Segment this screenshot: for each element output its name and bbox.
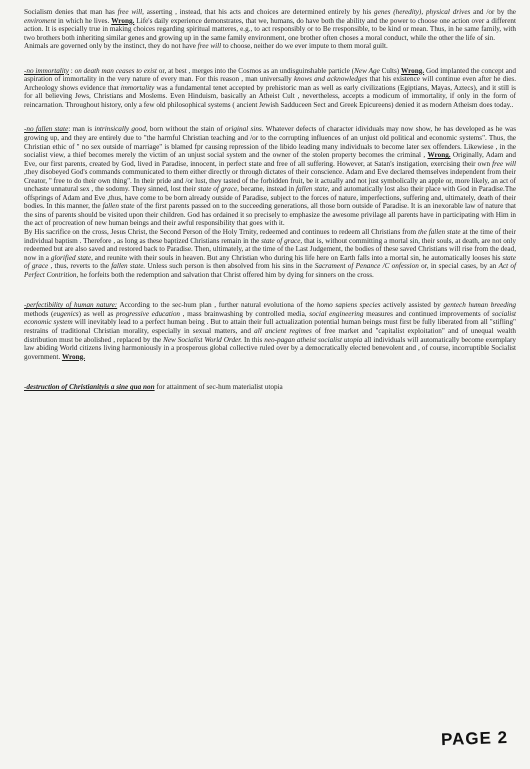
page-number-handwritten: PAGE 2 bbox=[440, 727, 509, 750]
closing-heading: -destruction of Christianityis a sine qua non bbox=[24, 383, 155, 392]
paragraph-text: Animals are governed only by the instinct, they do not have free will to choose, neither do we ever impute to them moral guilt. bbox=[24, 42, 388, 51]
paragraph-text: -no fallen state: man is intrinsically good, born without the stain of original sins. Whatever defects of character idividuals may now show, he has developed as he was growing up, and they are entirely due to "the harmful Christian teaching and /or to the corrupting influences of an unjust old political and economic systems". Thus, the Christian ethic of " no sex outside of marriage" is blamed fpr causing repression of the libido leading many individuals to become later sex offenders. Likewiese , in the socialist view, a thief becomes merely the victim of an unjust social system and the owner of the stolen property becomes the criminal , Wrong. Originally, Adam and Eve, our first parents, created by God, lived in Paradise, innocent, in perfect state and free of all suffering. However, at Satan's instigation, exercising their own free will ,they disobeyed God's commands communicated to them either directly or through dictates of their conscience. Adam and Eve declared themselves independent from their Creator, " free to do their own thing". In their pride and /or lust, they tasted of the forbidden fruit, be it actually and not just symbolically an apple or, more likely, an act of unchaste unnatural sex , the sodomy. They sinned, lost their state of grace, became, instead in fallen state, and automatically lost also their place with God in Paradise.The offsprings of Adam and Eve ,thus, have come to be born already outside of Paradise, subject to the forces of nature, imperfections, suffering and, ultimately, death of their bodies. In this manner, the fallen state of the first parents passed on to the succeeding generations, all those born outside of Paradise. It is an inexorable law of nature that the sins of parents should be visited upon their children. God has ordained it so precisely to emphasize the awesome privilage all parents have in participating with Him in the act of procreation of new human beings and their awful responsibility that goes with it. bbox=[24, 125, 517, 228]
wrong-label: Wrong. bbox=[111, 16, 135, 25]
paragraph-text: -no immortality : on death man ceases to exist or, at best , merges into the Cosmos as an undisguinshable particle (New Age Cults) Wrong. God implanted the concept and aspiration of immortality in the very nature of every man. For this reason , man universally knows and acknowledges that his existence will continue even after he dies. Archeology shows evidence that immortality was a fundamental tenet accepted by prehistoric man as well as early civilizations (Egiptians, Mayas, Aztecs), and it still is for all believing Jews, Christians and Moslems. Even Hinduism, basically an Atheist Cult , nevertheless, accepts a modicum of immortality, if only in the form of reincarnation. Throughout history, only a few old philosophical systems ( ancient Jewish Sadduceen Sect and Greek Epicureens) denied it as modern Atheism does today.. bbox=[24, 66, 516, 109]
paragraph-text: -perfectibility of human nature: According to the sec-hum plan , further natural evolutiona of the homo sapiens species actively assisted by gentech human breeding methods (eugenics) as well as progressive education , mass brainwashing by controlled media, social engineering measures and continued improvements of socialist economic system will inevitably lead to a perfect human being . But to attain their full actualization potential human beings must first be fully liberated from all "stifling" restrains of traditional Christian morality, especially in sexual matters, and all ancient regimes of free market and "capitalist exploitation" and of unequal wealth distribution must be abolished , replaced by the New Socialist World Order. In this neo-pagan atheist socialist utopia all individuals will automatically become exemplary law abiding World citizens living harmoniously in a prosperous global collective ruled over by a democratically elected benevolent and , of course, incorruptible Socialist government. Wrong. bbox=[24, 301, 517, 361]
wrong-label: Wrong. bbox=[427, 151, 451, 160]
wrong-label: Wrong. bbox=[61, 352, 86, 361]
section-heading: -no immortality bbox=[24, 66, 69, 75]
closing-text: for attainment of sec-hum materialist utopia bbox=[154, 383, 283, 392]
paragraph-text: Socialism denies that man has free will, asserting , instead, that his acts and choices are determined entirely by his genes (heredity), physical drives and /or by the enviroment in which he lives. Wrong. Life's daily experience demonstrates, that we, humans, do have both the ability and the power to choose one action over a different action. It is especially true in making choices regarding spiritual matteres, e.g., to act responsibly or to Be rresponsible, to be kind or mean. Thus, in he same family, with two brothers both inheriting similar genes and growing up in the same family environment, one brother often choses a moral conduct, while the other the life of sin. bbox=[24, 8, 516, 42]
closing-statement bbox=[24, 383, 516, 391]
paragraph-fallen-state bbox=[24, 125, 516, 279]
section-heading: -no fallen state bbox=[24, 125, 69, 134]
paragraph-free-will bbox=[24, 8, 516, 51]
paragraph-perfectibility bbox=[24, 301, 516, 361]
section-heading: -perfectibility of human nature: bbox=[24, 301, 118, 310]
paragraph-text: By His sacrifice on the cross, Jesus Christ, the Second Person of the Holy Trnity, redeemed and continues to redeem all Christians from the fallen state at the time of their individual baptism . Therefore , as long as these baptized Christians remain in the state of grace, that is, without committing a mortal sin, their souls, at death, are not only redeemed but are also saved and restored back to Paradise. Then, ultimately, at the time of the Last Judgement, the bodies of these saved Christians will rise from the dead, now in a glorified state, and reunite with their souls in heaven. But any Christian who during his life here on Earth falls into a mortal sin, he automatically looses his state of grace , thus, reverts to the fallen state. Unless such person is then absolved from his sins in the Sacrament of Penance /C onfession or, in special cases, by an Act of Perfect Contrition, he forfeits both the redemption and salvation that Christ offered him by dying for sinners on the cross. bbox=[24, 228, 517, 279]
wrong-label: Wrong. bbox=[401, 66, 425, 75]
paragraph-immortality bbox=[24, 67, 516, 110]
